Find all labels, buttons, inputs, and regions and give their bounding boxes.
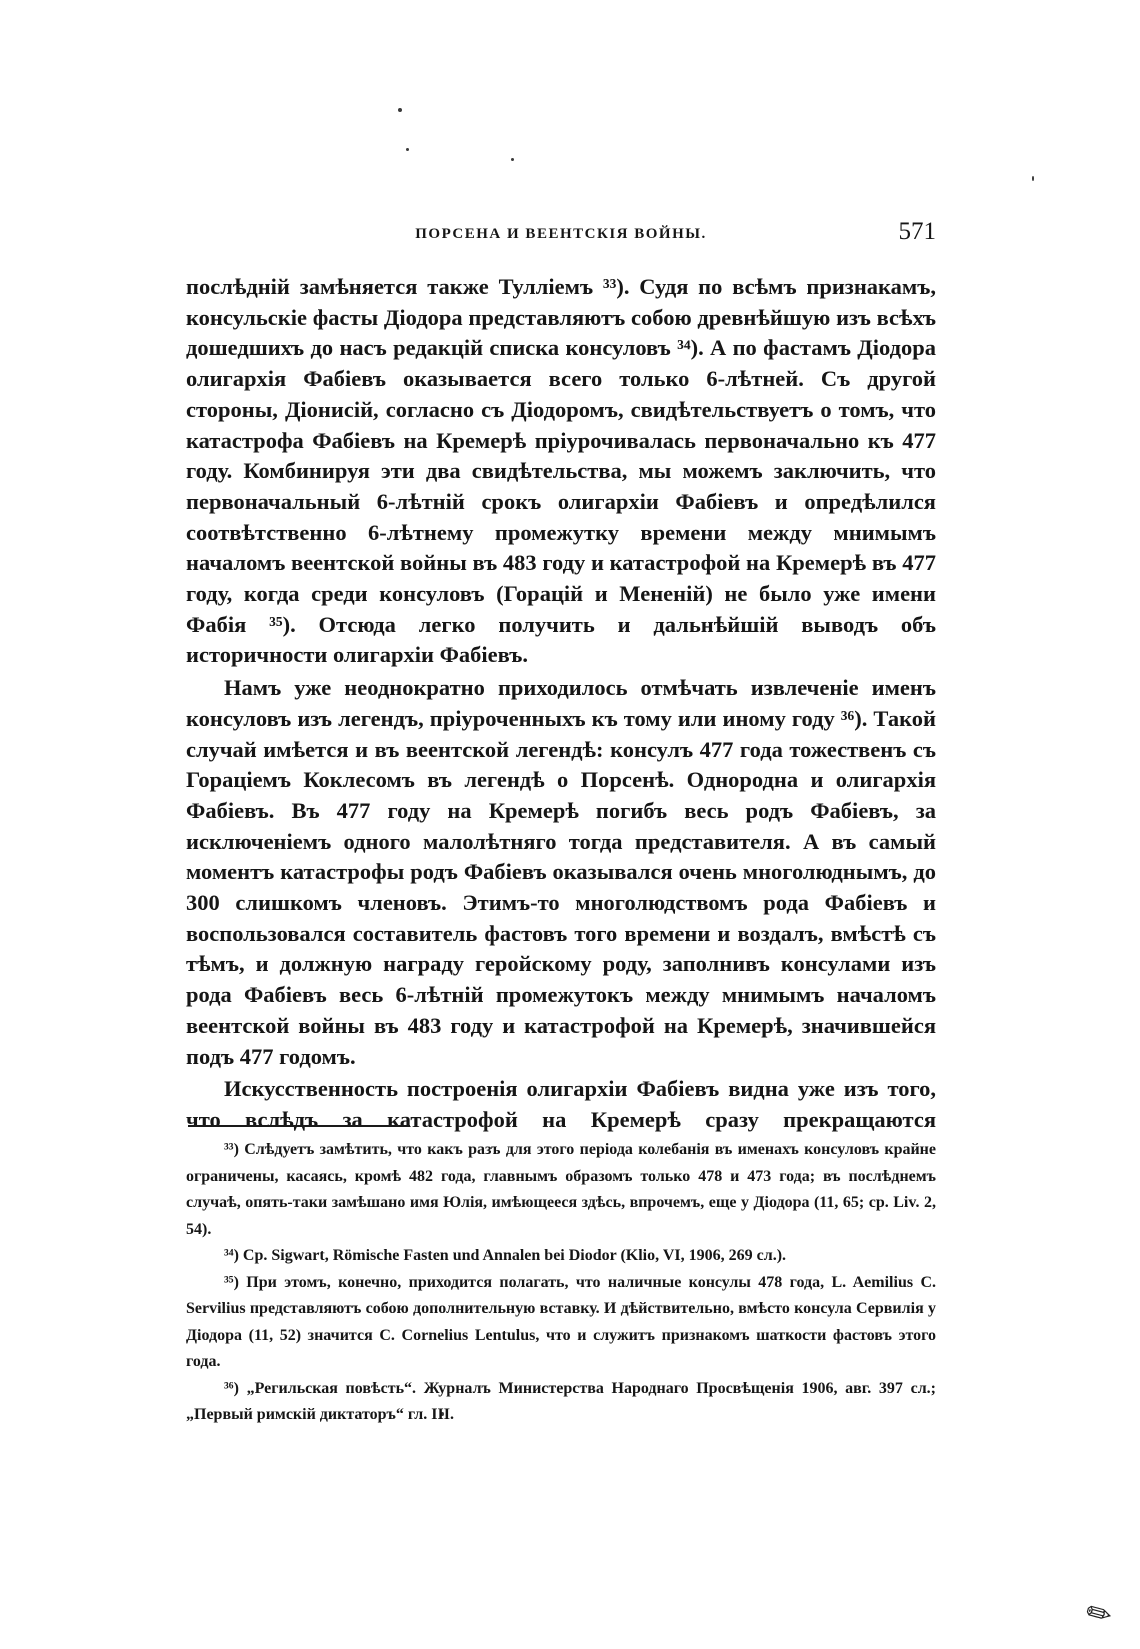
page-number: 571: [898, 218, 936, 245]
page-header: [186, 218, 936, 262]
paragraph-2: Намъ уже неоднократно приходилось отмѣчать извлеченіе именъ консуловъ изъ легендъ, пріуроченныхъ къ тому или иному году ³⁶). Такой случай имѣется и въ веентской легендѣ: консулъ 477 года тожественъ съ Гораціемъ Коклесомъ въ легендѣ о Порсенѣ. Однородна и олигархія Фабіевъ. Въ 477 году на Кремерѣ погибъ весь родъ Фабіевъ, за исключеніемъ одного малолѣтняго тогда представителя. А въ самый моментъ катастрофы родъ Фабіевъ оказывался очень многолюднымъ, до 300 слишкомъ членовъ. Этимъ-то многолюдствомъ рода Фабіевъ и воспользовался составитель фастовъ того времени и воздалъ, вмѣстѣ съ тѣмъ, и должную награду геройскому роду, заполнивъ консулами изъ рода Фабіевъ весь 6-лѣтній промежутокъ между мнимымъ началомъ веентской войны въ 483 году и катастрофой на Кремерѣ, значившейся подъ 477 годомъ.: [186, 675, 936, 1069]
footnote-separator: [188, 1125, 410, 1127]
scan-speck: [406, 148, 409, 151]
pencil-mark-icon: ✎: [1080, 1593, 1119, 1636]
main-text: [186, 272, 936, 1136]
scan-speck: [398, 108, 402, 112]
footnote-33: ³³) Слѣдуетъ замѣтить, что какъ разъ для этого періода колебанія въ именахъ консуловъ крайне ограничены, касаясь, кромѣ 482 года, главнымъ образомъ только 478 и 473 года; въ послѣднемъ случаѣ, опять-таки замѣшано имя Юлія, имѣющееся здѣсь, впрочемъ, еще у Діодора (11, 65; ср. Liv. 2, 54).: [186, 1141, 936, 1238]
footnotes: [186, 1137, 936, 1429]
footnote-34: ³⁴) Ср. Sigwart, Römische Fasten und Annalen bei Diodor (Klio, VI, 1906, 269 сл.).: [224, 1247, 787, 1264]
footnote-35: ³⁵) При этомъ, конечно, приходится полагать, что наличные консулы 478 года, L. Aemilius C. Servilius представляютъ собою дополнительную вставку. И дѣйствительно, вмѣсто консула Сервилія у Діодора (11, 52) значится C. Cornelius Lentulus, что и служитъ признакомъ шаткости фастовъ этого года.: [186, 1273, 936, 1370]
paragraph-3: Искусственность построенія олигархіи Фабіевъ видна уже изъ того, что вслѣдъ за катастрофой на Кремерѣ сразу прекращаются: [186, 1076, 936, 1132]
running-title: ПОРСЕНА И ВЕЕНТСКІЯ ВОЙНЫ.: [415, 226, 707, 242]
scan-speck: [511, 158, 514, 161]
footnote-36: ³⁶) „Регильская повѣсть“. Журналъ Министерства Народнаго Просвѣщенія 1906, авг. 397 сл.; „Первый римскій диктаторъ“ гл. III.: [186, 1379, 936, 1423]
scan-speck: [1032, 176, 1034, 181]
paragraph-1: послѣдній замѣняется также Тулліемъ ³³). Судя по всѣмъ признакамъ, консульскіе фасты Діодора представляютъ собою древнѣйшую изъ всѣхъ дошедшихъ до насъ редакцій списка консуловъ ³⁴). А по фастамъ Діодора олигархія Фабіевъ оказывается всего только 6-лѣтней. Съ другой стороны, Діонисій, согласно съ Діодоромъ, свидѣтельствуетъ о томъ, что катастрофа Фабіевъ на Кремерѣ пріурочивалась первоначально къ 477 году. Комбинируя эти два свидѣтельства, мы можемъ заключить, что первоначальный 6-лѣтній срокъ олигархіи Фабіевъ и опредѣлился соотвѣтственно 6-лѣтнему промежутку времени между мнимымъ началомъ веентской войны въ 483 году и катастрофой на Кремерѣ въ 477 году, когда среди консуловъ (Горацій и Мененій) не было уже имени Фабія ³⁵). Отсюда легко получить и дальнѣйшій выводъ объ историчности олигархіи Фабіевъ.: [186, 274, 936, 668]
